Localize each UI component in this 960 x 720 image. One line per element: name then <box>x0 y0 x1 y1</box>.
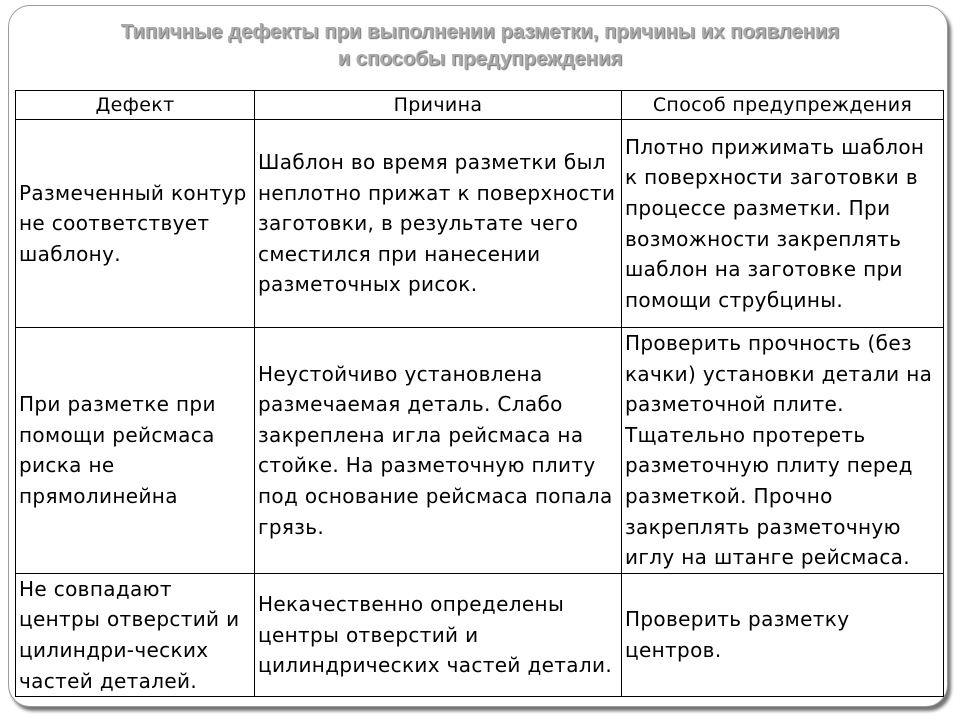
header-cause: Причина <box>255 91 622 120</box>
table-row <box>16 573 944 696</box>
defects-table <box>15 90 944 697</box>
slide-title-line-1: Типичные дефекты при выполнении разметки, причины их появления <box>120 20 840 43</box>
table-header-row <box>16 91 944 120</box>
cause-cell: Неустойчиво установлена размечаемая деталь. Слабо закреплена игла рейсмаса на стойке. На разметочную плиту под основание рейсмаса попала грязь. <box>255 328 622 574</box>
prevention-cell: Проверить разметку центров. <box>622 573 944 696</box>
slide-title <box>20 18 940 72</box>
defect-cell: При разметке при помощи рейсмаса риска не прямолинейна <box>16 328 255 574</box>
header-prevention: Способ предупреждения <box>622 91 944 120</box>
prevention-cell: Проверить прочность (без качки) установки детали на разметочной плите. Тщательно протереть разметочную плиту перед разметкой. Прочно закреплять разметочную иглу на штанге рейсмаса. <box>622 328 944 574</box>
table-row <box>16 120 944 328</box>
slide-title-line-2: и способы предупреждения <box>337 47 623 70</box>
table-row <box>16 328 944 574</box>
cause-cell: Шаблон во время разметки был неплотно прижат к поверхности заготовки, в результате чего сместился при нанесении разметочных рисок. <box>255 120 622 328</box>
cause-cell: Некачественно определены центры отверстий и цилиндрических частей детали. <box>255 573 622 696</box>
defect-cell: Не совпадают центры отверстий и цилиндри-ческих частей деталей. <box>16 573 255 696</box>
defect-cell: Размеченный контур не соответствует шаблону. <box>16 120 255 328</box>
prevention-cell: Плотно прижимать шаблон к поверхности заготовки в процессе разметки. При возможности закреплять шаблон на заготовке при помощи струбцины. <box>622 120 944 328</box>
header-defect: Дефект <box>16 91 255 120</box>
